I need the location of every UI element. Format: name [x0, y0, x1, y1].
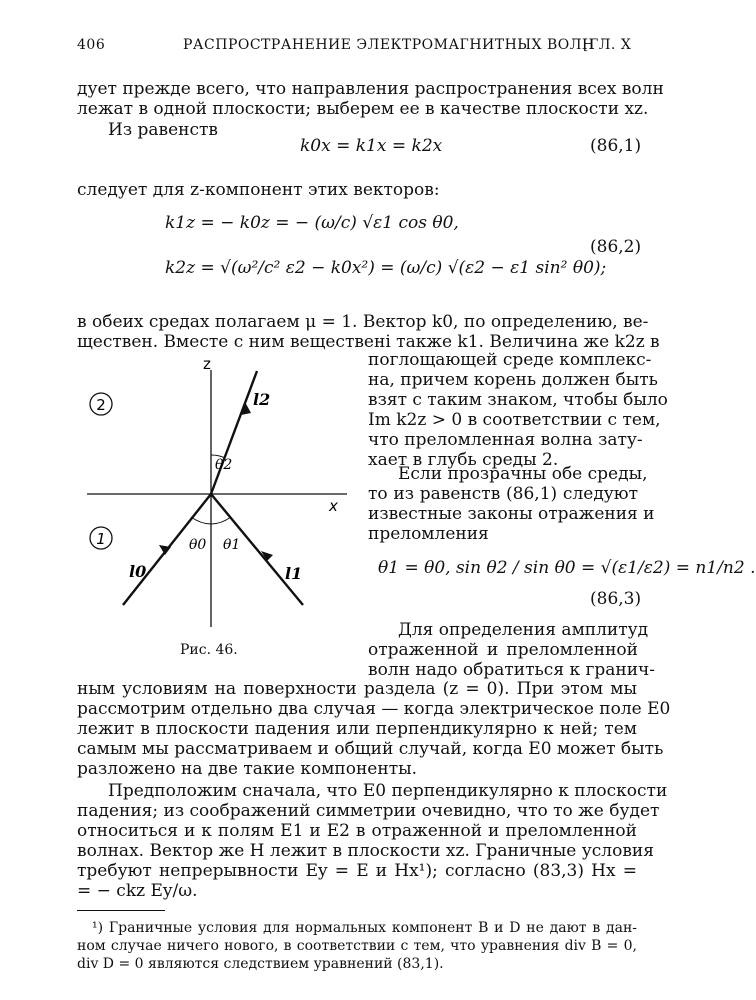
footnote-rule: [77, 910, 165, 911]
text-line: Im k2z > 0 в соответствии с тем,: [368, 410, 661, 430]
medium-1-label: 1: [96, 530, 106, 548]
equation-number: (86,3): [590, 589, 642, 609]
equation-number: (86,1): [590, 136, 642, 156]
ray-l2-label: l2: [253, 390, 271, 409]
text-line: дует прежде всего, что направления распространения всех волн: [77, 79, 664, 99]
running-title: РАСПРОСТРАНЕНИЕ ЭЛЕКТРОМАГНИТНЫХ ВОЛН: [183, 37, 595, 53]
text-line: преломления: [368, 524, 489, 544]
equation-number: (86,2): [590, 237, 642, 257]
text-line: в обеих средах полагаем μ = 1. Вектор k0, по определению, ве-: [77, 312, 649, 332]
text-line: взят с таким знаком, чтобы было: [368, 390, 668, 410]
figure-caption: Рис. 46.: [180, 642, 238, 658]
text-line: отраженной и преломленной: [368, 640, 638, 660]
z-axis-label: z: [203, 355, 211, 373]
ray-l1-label: l1: [285, 564, 303, 583]
angle-theta0-label: θ0: [189, 537, 207, 553]
ray-l2: [211, 371, 257, 494]
footnote-line: div D = 0 являются следствием уравнений (83,1).: [77, 956, 444, 972]
text-line: Из равенств: [108, 120, 218, 140]
figure-46: [77, 355, 362, 635]
angle-theta2-label: θ2: [215, 457, 233, 473]
text-line: известные законы отражения и: [368, 504, 655, 524]
text-line: поглощающей среде комплекс-: [368, 350, 652, 370]
text-line: на, причем корень должен быть: [368, 370, 658, 390]
footnote-line: ¹) Граничные условия для нормальных компонент B и D не дают в дан-: [92, 920, 637, 936]
equation-86-3: θ1 = θ0, sin θ2 / sin θ0 = √(ε1/ε2) = n1/n2 .: [378, 558, 756, 578]
footnote-line: ном случае ничего нового, в соответствии с тем, что уравнения div B = 0,: [77, 938, 637, 954]
text-line: то из равенств (86,1) следуют: [368, 484, 638, 504]
text-line: лежат в одной плоскости; выберем ее в качестве плоскости xz.: [77, 99, 649, 119]
text-line: относиться и к полям E1 и E2 в отраженной и преломленной: [77, 821, 637, 841]
text-line: лежит в плоскости падения или перпендикулярно к ней; тем: [77, 719, 637, 739]
medium-2-label: 2: [96, 396, 106, 414]
angle-theta1-label: θ1: [223, 537, 241, 553]
text-line: ществен. Вместе с ним вещественi также k1. Величина же k2z в: [77, 332, 660, 352]
text-line: рассмотрим отдельно два случая — когда электрическое поле E0: [77, 699, 671, 719]
x-axis-label: x: [329, 497, 338, 515]
equation-86-2-line1: k1z = − k0z = − (ω/c) √ε1 cos θ0,: [165, 213, 459, 233]
equation-86-2-line2: k2z = √(ω²/c² ε2 − k0x²) = (ω/c) √(ε2 − ε1 sin² θ0);: [165, 258, 607, 278]
text-line: падения; из соображений симметрии очевидно, что то же будет: [77, 801, 660, 821]
equation-86-1: k0x = k1x = k2x: [300, 136, 443, 156]
text-line: Для определения амплитуд: [398, 620, 649, 640]
text-line: Предположим сначала, что E0 перпендикулярно к плоскости: [108, 781, 668, 801]
text-line: требуют непрерывности Ey = E и Hx¹); согласно (83,3) Hx =: [77, 861, 637, 881]
chapter-label: [ГЛ. X: [583, 37, 632, 53]
text-line: следует для z-компонент этих векторов:: [77, 180, 440, 200]
text-line: Если прозрачны обе среды,: [398, 464, 648, 484]
ray-l0-label: l0: [129, 562, 147, 581]
page-number: 406: [77, 37, 106, 53]
text-line: = − ckz Ey/ω.: [77, 881, 198, 901]
text-line: самым мы рассматриваем и общий случай, когда E0 может быть: [77, 739, 664, 759]
text-line: ным условиям на поверхности раздела (z = 0). При этом мы: [77, 679, 637, 699]
text-line: волнах. Вектор же H лежит в плоскости xz. Граничные условия: [77, 841, 654, 861]
text-line: хает в глубь среды 2.: [368, 450, 559, 470]
text-line: разложено на две такие компоненты.: [77, 759, 418, 779]
text-line: волн надо обратиться к гранич-: [368, 660, 656, 680]
text-line: что преломленная волна зату-: [368, 430, 643, 450]
